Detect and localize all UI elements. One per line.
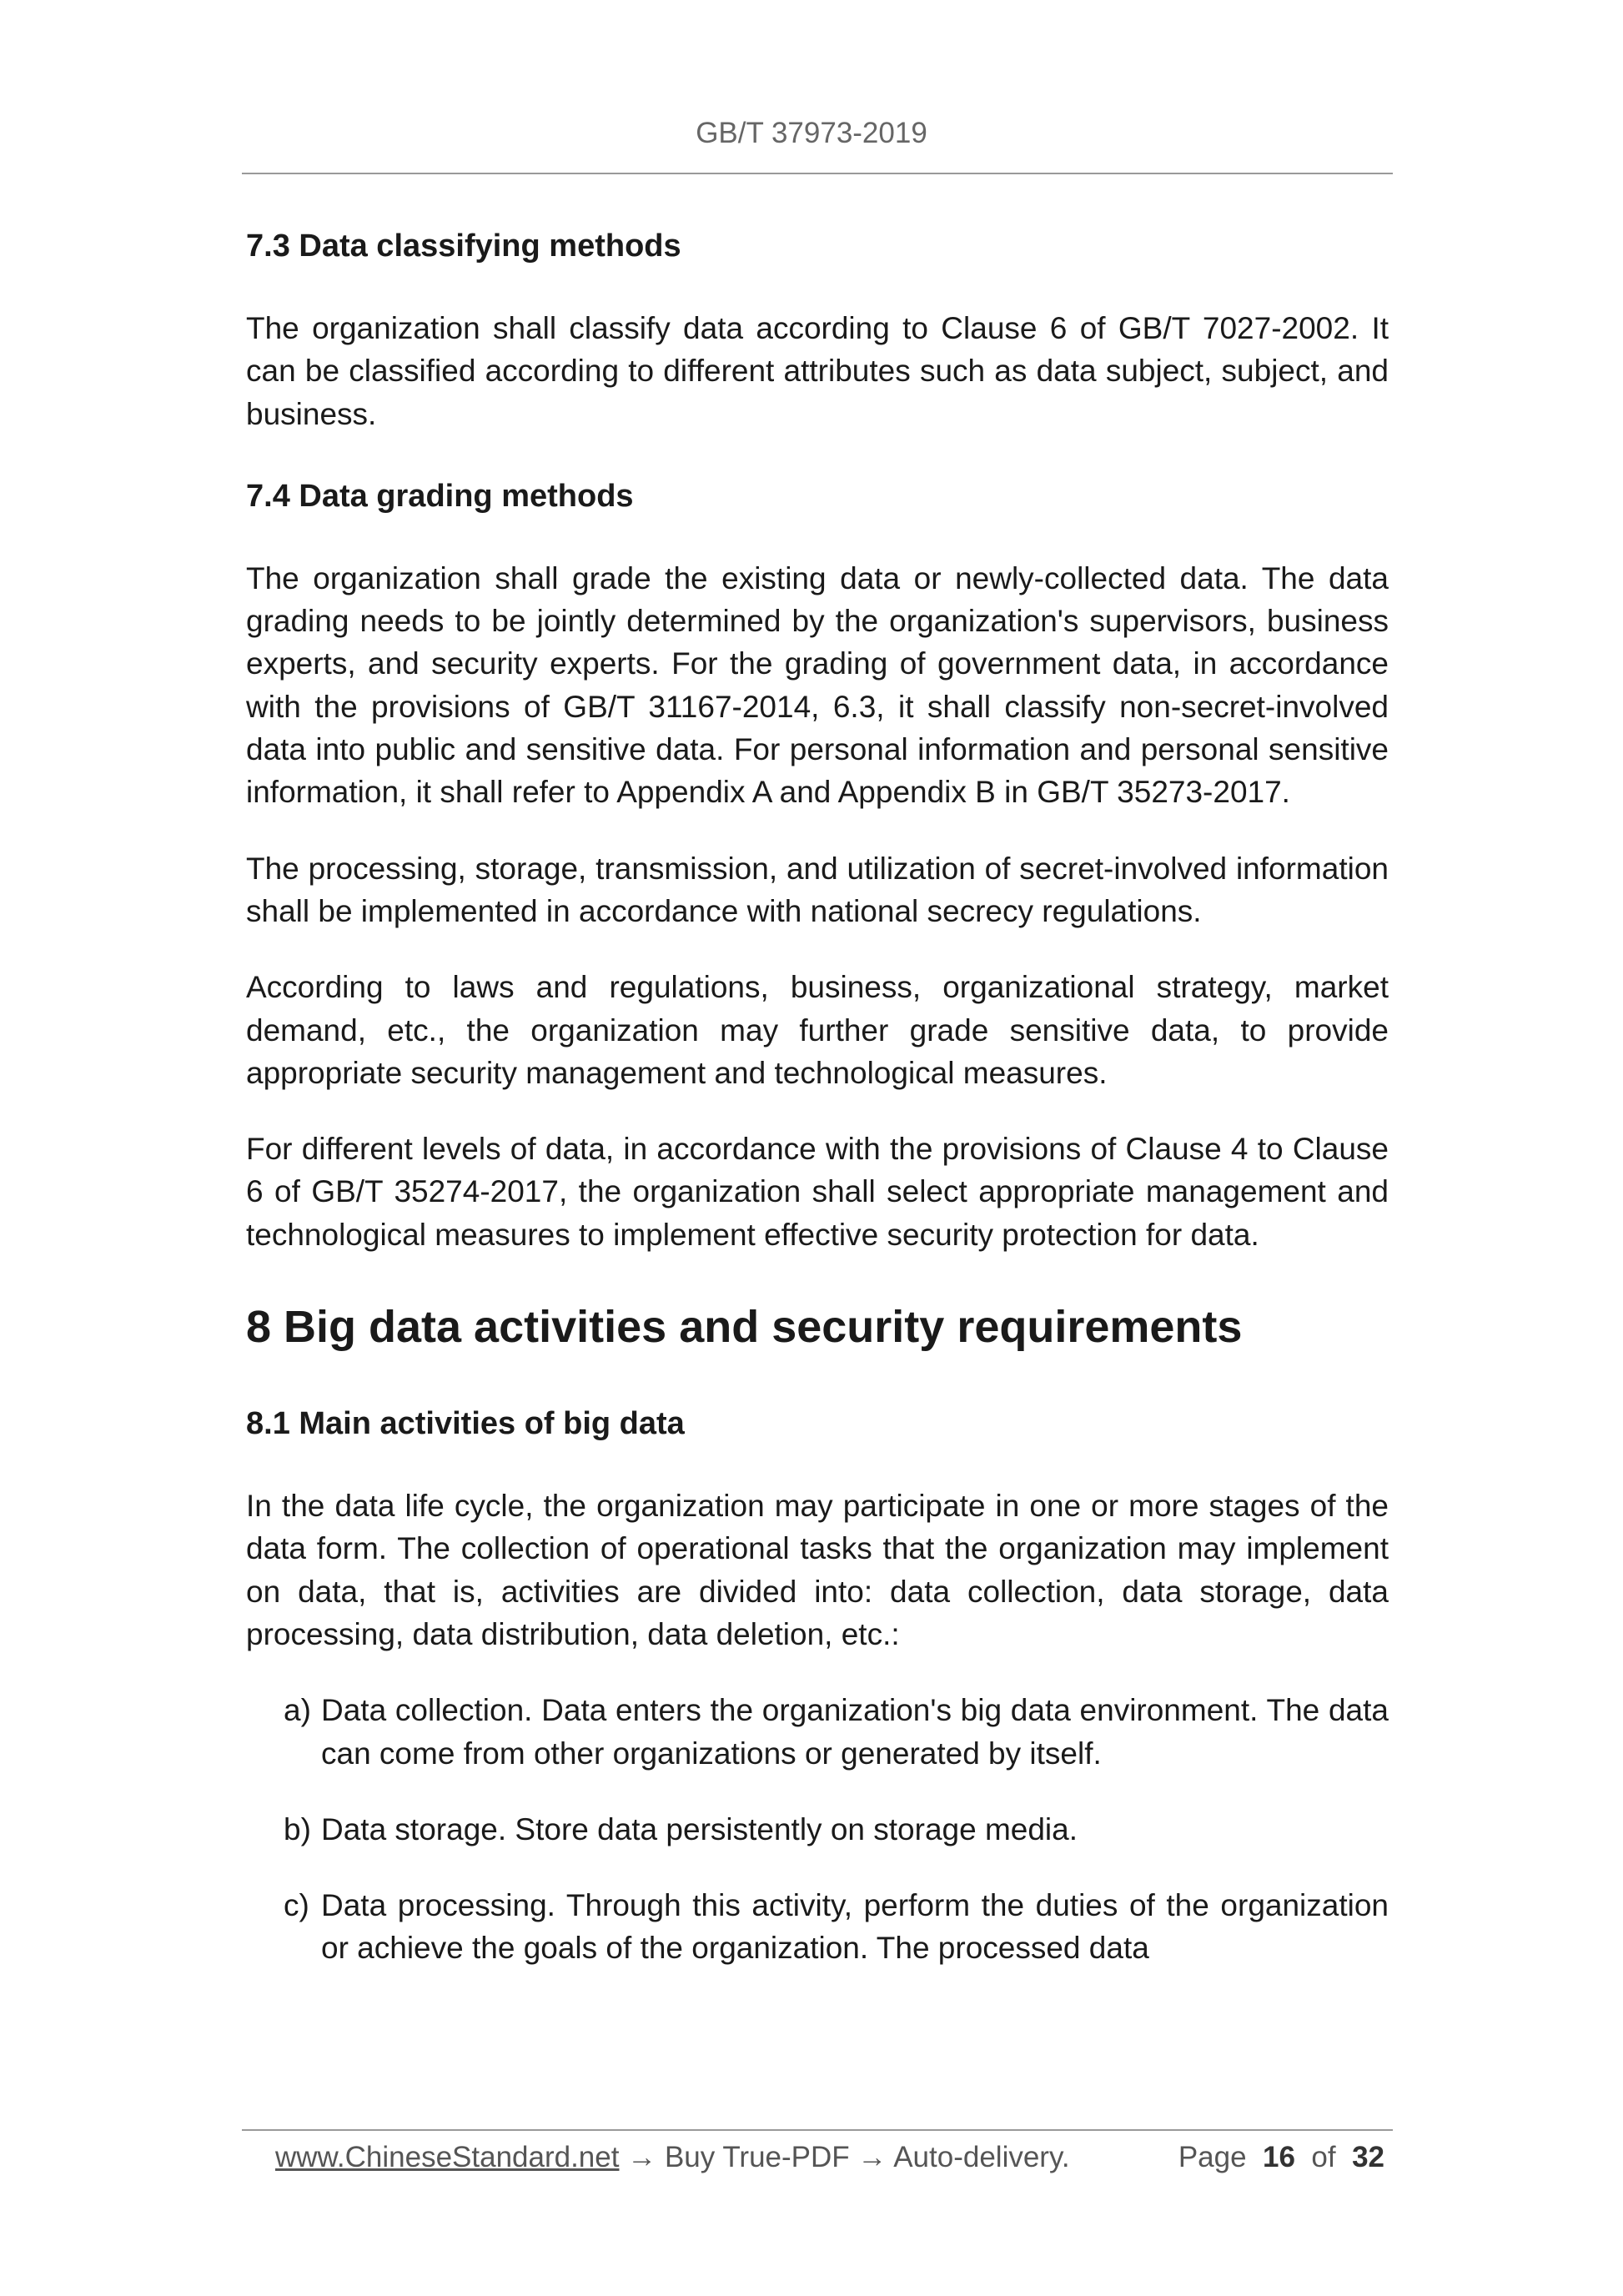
- list-item-text: Data collection. Data enters the organization's big data environment. The data can come from other organizations or generated by itself.: [321, 1693, 1389, 1771]
- list-item-text: Data storage. Store data persistently on storage media.: [321, 1811, 1078, 1846]
- paragraph-7-4-3: According to laws and regulations, business, organizational strategy, market demand, etc., the organization may further grade sensitive data, to provide appropriate security management and technological measures.: [246, 970, 1389, 1090]
- heading-8: 8 Big data activities and security requirements: [246, 1302, 1243, 1353]
- header-divider: [242, 173, 1393, 174]
- heading-8-1: 8.1 Main activities of big data: [246, 1406, 685, 1442]
- delivery-text: Auto-delivery.: [893, 2141, 1070, 2173]
- list-item-c: [284, 1884, 1389, 1970]
- paragraph-8-1-1: In the data life cycle, the organization may participate in one or more stages of the data form. The collection of operational tasks that the organization may implement on data, that is, activities are divided into: data collection, data storage, data processing, data distribution, data deletion, etc.:: [246, 1489, 1389, 1651]
- list-item-b: [284, 1808, 1389, 1851]
- footer-divider: [242, 2129, 1393, 2131]
- arrow-icon: →: [627, 2141, 657, 2173]
- document-id-header: GB/T 37973-2019: [696, 117, 927, 149]
- list-marker: b): [284, 1811, 311, 1846]
- page-counter: [1178, 2137, 1384, 2178]
- page-number: 16: [1263, 2141, 1295, 2173]
- list-marker: c): [284, 1888, 309, 1923]
- list-item-a: [284, 1689, 1389, 1775]
- paragraph-7-4-1: The organization shall grade the existing data or newly-collected data. The data grading needs to be jointly determined by the organization's supervisors, business experts, and security experts. For the grading of government data, in accordance with the provisions of GB/T 31167-2014, 6.3, it shall classify non-secret-involved data into public and sensitive data. For personal information and personal sensitive information, it shall refer to Appendix A and Appendix B in GB/T 35273-2017.: [246, 560, 1389, 810]
- paragraph-7-4-2: The processing, storage, transmission, and utilization of secret-involved information shall be implemented in accordance with national secrecy regulations.: [246, 851, 1389, 928]
- page-footer: [275, 2137, 1384, 2178]
- of-label: of: [1311, 2141, 1336, 2173]
- site-link[interactable]: www.ChineseStandard.net: [275, 2141, 620, 2173]
- heading-7-4: 7.4 Data grading methods: [246, 478, 634, 514]
- page-total: 32: [1352, 2141, 1384, 2173]
- heading-7-3: 7.3 Data classifying methods: [246, 229, 681, 264]
- paragraph-7-4-4: For different levels of data, in accordance with the provisions of Clause 4 to Clause 6 of GB/T 35274-2017, the organization shall select appropriate management and technological measures to implement effective security protection for data.: [246, 1132, 1389, 1252]
- page-content: [246, 219, 1389, 2003]
- paragraph-7-3-1: The organization shall classify data according to Clause 6 of GB/T 7027-2002. It can be classified according to different attributes such as data subject, subject, and business.: [246, 311, 1389, 431]
- page-label: Page: [1178, 2141, 1247, 2173]
- buy-text: Buy True-PDF: [664, 2141, 850, 2173]
- list-marker: a): [284, 1693, 311, 1728]
- arrow-icon: →: [857, 2141, 887, 2173]
- list-item-text: Data processing. Through this activity, perform the duties of the organization or achieve the goals of the organization. The processed data: [321, 1888, 1389, 1966]
